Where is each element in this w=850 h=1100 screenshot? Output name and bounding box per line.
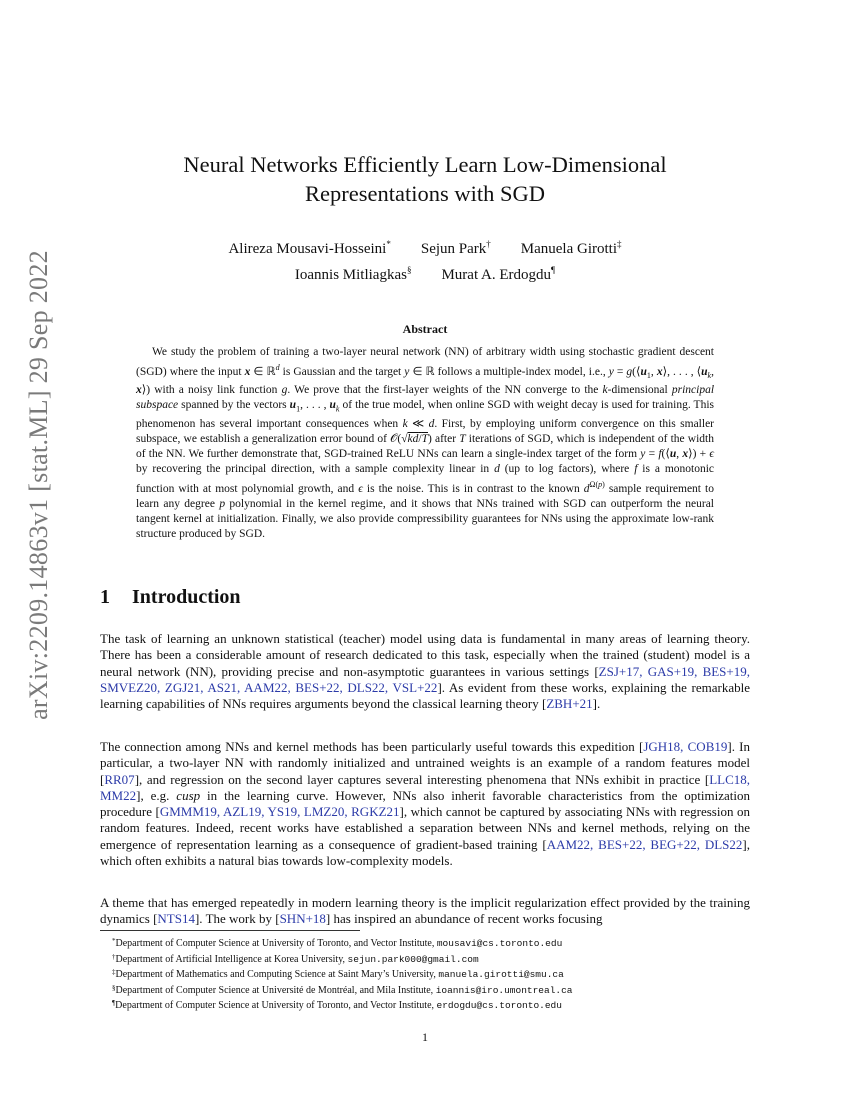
arxiv-identifier-stamp xyxy=(14,250,64,720)
author: Murat A. Erdogdu¶ xyxy=(441,265,556,283)
author: Alireza Mousavi-Hosseini* xyxy=(228,239,391,257)
citation-link[interactable]: ZBH+21 xyxy=(546,696,593,712)
intro-paragraph-3: A theme that has emerged repeatedly in modern learning theory is the implicit regularization effect provided by the training dynamics [NTS14]. The work by [SHN+18] has inspired an abundance of recent works focusing xyxy=(100,895,750,927)
title-line-1: Neural Networks Efficiently Learn Low-Dimensional xyxy=(183,152,667,177)
section-title: Introduction xyxy=(132,586,241,608)
abstract-text: We study the problem of training a two-layer neural network (NN) of arbitrary width using stochastic gradient descent (SGD) where the input x ∈ ℝ$^d$ is Gaussian and the target y ∈ ℝ follows a multiple-index model, i.e., $y = g(⟨u_1$, x⟩, . . . , $⟨u_k$, x⟩) with a noisy link function g. We prove that the first-layer weights of the NN converge to the k-dimensional principal subspace spanned by the vectors $u_1$, . . . , $u_k$ of the true model, when online SGD with weight decay is used for training. This phenomenon has several important consequences when k ≪ d. First, by employing uniform convergence on this smaller subspace, we establish a generalization error bound of 𝒪(√kd/T) after T iterations of SGD, which is independent of the width of the NN. We further demonstrate that, SGD-trained ReLU NNs can learn a single-index target of the form y = f(⟨u, x⟩) + ϵ by recovering the principal direction, with a sample complexity linear in d (up to log factors), where f is a monotonic function with at most polynomial growth, and ϵ is the noise. This is in contrast to the known $d^{\Omega(p)}$ sample requirement to learn any degree p polynomial in the kernel regime, and it shows that NNs trained with SGD can outperform the neural tangent kernel at initialization. Finally, we also provide compressibility guarantees for NNs using the approximate low-rank structure produced by SGD. xyxy=(136,346,715,541)
citation-link[interactable]: RR07 xyxy=(104,771,135,787)
section-number: 1 xyxy=(100,586,110,608)
abstract-heading: Abstract xyxy=(402,322,448,336)
intro-paragraph-1: The task of learning an unknown statistical (teacher) model using data is fundamental in many areas of learning theory. There has been a considerable amount of research dedicated to this task, especially when the trained (student) model is a neural network (NN), providing precise and non-asymptotic guarantees in various settings [ZSJ+17, GAS+19, BES+19, SMVEZ20, ZGJ21, AS21, AAM22, BES+22, DLS22, VSL+22]. As evident from these works, explaining the remarkable learning capabilities of NNs requires arguments beyond the classical learning theory [ZBH+21]. xyxy=(100,631,750,712)
author-row-1 xyxy=(100,234,750,260)
email-address[interactable]: erdogdu@cs.toronto.edu xyxy=(436,1000,562,1012)
citation-link[interactable]: ZSJ+17, GAS+19, BES+19, SMVEZ20, ZGJ21, AS21, AAM22, BES+22, DLS22, VSL+22 xyxy=(100,663,750,695)
footnotes xyxy=(112,935,762,1013)
footnote: *Department of Computer Science at University of Toronto, and Vector Institute, mousavi@cs.toronto.edu xyxy=(112,937,563,949)
author: Manuela Girotti‡ xyxy=(520,239,622,257)
author-row-2 xyxy=(100,260,750,286)
title-line-2: Representations with SGD xyxy=(305,181,545,206)
citation-link[interactable]: LLC18, MM22 xyxy=(100,771,750,803)
citation-link[interactable]: SHN+18 xyxy=(279,911,326,927)
footnote: §Department of Computer Science at Université de Montréal, and Mila Institute, ioannis@iro.umontreal.ca xyxy=(112,983,573,996)
citation-link[interactable]: GMMM19, AZL19, YS19, LMZ20, RGKZ21 xyxy=(159,804,400,820)
email-address[interactable]: manuela.girotti@smu.ca xyxy=(438,969,564,981)
citation-link[interactable]: AAM22, BES+22, BEG+22, DLS22 xyxy=(546,836,743,852)
citation-link[interactable]: NTS14 xyxy=(157,911,195,927)
footnote-divider xyxy=(100,930,360,931)
footnote: ¶Department of Computer Science at University of Toronto, and Vector Institute, erdogdu@cs.toronto.edu xyxy=(112,999,562,1012)
arxiv-identifier: arXiv:2209.14863v1 [stat.ML] 29 Sep 2022 xyxy=(24,250,53,720)
author: Ioannis Mitliagkas§ xyxy=(294,265,412,283)
paper-title xyxy=(100,150,750,208)
footnote: †Department of Artificial Intelligence at Korea University, sejun.park000@gmail.com xyxy=(112,952,479,965)
author: Sejun Park† xyxy=(420,239,491,257)
page-number: 1 xyxy=(422,1030,428,1044)
footnote: ‡Department of Mathematics and Computing Science at Saint Mary’s University, manuela.girotti@smu.ca xyxy=(112,968,564,981)
intro-paragraph-2: The connection among NNs and kernel methods has been particularly useful towards this expedition [JGH18, COB19]. In particular, a two-layer NN with randomly initialized and untrained weights is an example of a random features model [RR07], and regression on the second layer captures several interesting phenomena that NNs exhibit in practice [LLC18, MM22], e.g. cusp in the learning curve. However, NNs also inherit favorable characteristics from the optimization procedure [GMMM19, AZL19, YS19, LMZ20, RGKZ21], which cannot be captured by associating NNs with regression on random features. Indeed, recent works have established a separation between NNs and kernel methods, relying on the emergence of representation learning as a consequence of gradient-based training [AAM22, BES+22, BEG+22, DLS22], which often exhibits a natural bias towards low-complexity models. xyxy=(100,739,751,869)
citation-link[interactable]: JGH18, COB19 xyxy=(643,739,728,754)
author-list xyxy=(100,234,750,286)
email-address[interactable]: sejun.park000@gmail.com xyxy=(347,953,479,965)
email-address[interactable]: ioannis@iro.umontreal.ca xyxy=(435,984,573,996)
email-address[interactable]: mousavi@cs.toronto.edu xyxy=(436,938,563,949)
section-heading xyxy=(100,586,750,609)
